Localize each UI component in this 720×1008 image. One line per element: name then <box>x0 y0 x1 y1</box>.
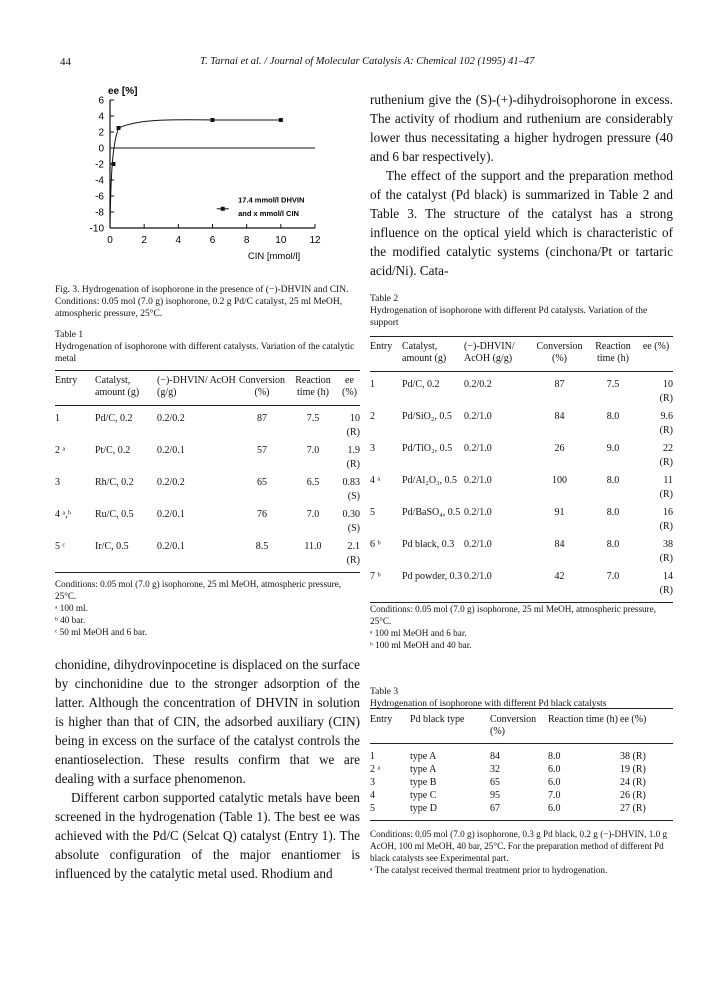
table-cell: 84 <box>554 539 565 550</box>
x-axis-label: CIN [mmol/l] <box>247 251 301 262</box>
table-cell: 0.2/0.1 <box>157 445 185 456</box>
column-header: ee (%) <box>639 337 673 372</box>
table-row <box>370 802 673 821</box>
table-cell: 26 (R) <box>620 790 646 801</box>
table-row <box>370 442 673 474</box>
table1-title: Table 1 <box>55 330 84 340</box>
table-cell: type A <box>410 751 437 762</box>
table-cell: 100 <box>552 475 567 486</box>
table-cell: Pd/C, 0.2 <box>402 379 440 390</box>
y-tick-label: -10 <box>89 223 104 235</box>
table-cell: Pd/SiO₂, 0.5 <box>402 411 452 422</box>
table-cell: 6.0 <box>548 802 620 821</box>
table-cell: 38 (R) <box>620 751 646 762</box>
ee-configuration: (R) <box>659 393 673 404</box>
ee-value: 9.6 <box>660 411 673 422</box>
table-row <box>370 570 673 603</box>
table-cell: 0.2/1.0 <box>464 443 492 454</box>
table-cell: 5 <box>370 507 375 518</box>
table-cell: 7.5 <box>306 413 320 424</box>
legend-entry: and x mmol/l CIN <box>238 209 299 218</box>
table-cell: 7.5 <box>606 379 620 390</box>
table-cell: Pd black, 0.3 <box>402 539 455 550</box>
table2 <box>370 336 673 603</box>
table-row <box>370 538 673 570</box>
ee-configuration: (S) <box>347 523 360 534</box>
ee-configuration: (R) <box>346 459 360 470</box>
x-tick-label: 10 <box>275 235 287 246</box>
table-cell <box>639 474 673 506</box>
y-tick-label: -4 <box>95 175 104 187</box>
table-cell: 0.2/1.0 <box>464 570 532 603</box>
table-cell: 0.2/0.1 <box>157 509 185 520</box>
column-header: Reaction time (h) <box>548 709 620 744</box>
table-cell: Pd/BaSO₄, 0.5 <box>402 507 461 518</box>
table-cell <box>339 444 360 476</box>
column-header: Reaction time (h) <box>587 337 639 372</box>
ee-configuration: (R) <box>659 585 673 596</box>
table-row <box>370 372 673 411</box>
table-row <box>55 508 360 540</box>
x-tick-label: 8 <box>243 235 250 246</box>
table-cell: 0.2/0.2 <box>464 379 492 390</box>
table3-block <box>370 686 673 710</box>
table-cell: 2 ᵃ <box>370 764 381 775</box>
table-cell: Pd powder, 0.3 <box>402 570 464 603</box>
left-column-text <box>55 655 360 883</box>
column-header: (−)-DHVIN/ AcOH (g/g) <box>157 371 237 406</box>
table-row <box>55 540 360 573</box>
ee-value: 16 <box>663 507 673 518</box>
table-cell: Ru/C, 0.5 <box>95 509 134 520</box>
table-cell <box>339 508 360 540</box>
y-tick-label: -8 <box>95 207 104 219</box>
x-tick-label: 6 <box>209 235 216 246</box>
table-header-row <box>55 371 360 406</box>
table-cell: 0.2/1.0 <box>464 475 492 486</box>
table3 <box>370 708 673 821</box>
table-row <box>55 444 360 476</box>
y-tick-label: 4 <box>98 111 104 123</box>
ee-value: 2.1 <box>347 541 360 552</box>
data-point <box>117 126 121 130</box>
table-cell: type D <box>410 802 490 821</box>
column-header: Catalyst, amount (g) <box>95 371 157 406</box>
table-note: ᵇ 100 ml MeOH and 40 bar. <box>370 640 472 650</box>
table-row <box>370 776 673 789</box>
ee-value: 11 <box>663 475 673 486</box>
running-head: T. Tarnai et al. / Journal of Molecular Catalysis A: Chemical 102 (1995) 41–47 <box>200 56 535 67</box>
column-header: Conversion (%) <box>532 337 587 372</box>
page-number: 44 <box>60 56 71 68</box>
column-header: ee (%) <box>339 371 360 406</box>
ee-value: 38 <box>663 539 673 550</box>
table-row <box>370 410 673 442</box>
table-cell <box>639 442 673 474</box>
table-cell: 6 ᵇ <box>370 539 381 550</box>
column-header: Catalyst, amount (g) <box>402 337 464 372</box>
figure-3-chart <box>55 78 345 283</box>
table-cell: type C <box>410 790 437 801</box>
ee-configuration: (S) <box>347 491 360 502</box>
table-cell: 32 <box>490 764 500 775</box>
table-row <box>55 406 360 445</box>
data-point <box>279 118 283 122</box>
table-row <box>370 744 673 764</box>
table-cell: Pt/C, 0.2 <box>95 445 131 456</box>
table2-block <box>370 293 673 329</box>
ee-configuration: (R) <box>659 489 673 500</box>
table2-title: Table 2 <box>370 294 399 304</box>
table-cell: 0.2/0.2 <box>157 413 185 424</box>
column-header: Pd black type <box>410 709 490 744</box>
table-cell: 4 <box>370 790 375 801</box>
ee-value: 1.9 <box>347 445 360 456</box>
table-cell: 8.0 <box>606 475 620 486</box>
table-cell <box>339 540 360 573</box>
table-cell: 7.0 <box>548 790 561 801</box>
table-cell: 65 <box>490 777 500 788</box>
table-cell: 67 <box>490 802 548 821</box>
table-cell: 9.0 <box>606 443 620 454</box>
table-cell: 0.2/1.0 <box>464 507 492 518</box>
table-cell: Pd/Al₂O₃, 0.5 <box>402 475 458 486</box>
table-cell: 19 (R) <box>620 764 646 775</box>
data-point <box>111 162 115 166</box>
paragraph: The effect of the support and the preparation method of the catalyst (Pd black) is summarized in Table 2 and Table 3. The structure of the catalyst has a strong influence on the optical yield which is characteristic of the modified catalytic systems (cinchona/Pt or tartaric acid/Ni). Cata- <box>370 168 673 278</box>
table-cell: 8.0 <box>606 507 620 518</box>
y-tick-label: 2 <box>98 127 104 139</box>
y-tick-label: 0 <box>98 143 104 155</box>
table-cell: 42 <box>532 570 587 603</box>
table-note: ᵃ 100 ml MeOH and 6 bar. <box>370 628 467 638</box>
table2-caption: Hydrogenation of isophorone with different Pd catalysts. Variation of the support <box>370 306 648 328</box>
x-tick-label: 4 <box>175 235 182 246</box>
table-cell: 7.0 <box>306 509 320 520</box>
legend-entry: 17.4 mmol/l DHVIN <box>238 195 305 205</box>
table-cell: 7.0 <box>587 570 639 603</box>
ee-value: 10 <box>663 379 673 390</box>
table-cell: 1 <box>370 751 375 762</box>
table-cell: 7.0 <box>306 445 320 456</box>
table-cell: Pd/C, 0.2 <box>95 413 133 424</box>
table-cell: 5 <box>370 802 410 821</box>
column-header: ee (%) <box>620 709 673 744</box>
table-cell <box>639 410 673 442</box>
table-cell: 6.0 <box>548 777 561 788</box>
table-cell: 0.2/1.0 <box>464 411 492 422</box>
table-cell: 84 <box>554 411 565 422</box>
table-cell: 2 ᵃ <box>55 445 66 456</box>
table-header-row <box>370 709 673 744</box>
table-cell: 76 <box>257 509 267 520</box>
y-axis-label: ee [%] <box>108 86 138 97</box>
table-cell: 84 <box>490 751 500 762</box>
table-cell <box>339 406 360 445</box>
ee-value: 10 <box>350 413 360 424</box>
table-cell: Rh/C, 0.2 <box>95 477 134 488</box>
ee-configuration: (R) <box>346 427 360 438</box>
table1-notes <box>55 578 360 638</box>
table-cell: 95 <box>490 790 500 801</box>
table-cell: 0.2/1.0 <box>464 539 492 550</box>
table-row <box>370 506 673 538</box>
table3-caption: Hydrogenation of isophorone with different Pd black catalysts <box>370 699 607 709</box>
x-tick-label: 12 <box>309 235 321 246</box>
table-cell <box>339 476 360 508</box>
table-cell: 7 ᵇ <box>370 570 402 603</box>
table-cell: 11.0 <box>287 540 339 573</box>
column-header: Entry <box>55 371 95 406</box>
table-cell: 3 <box>370 777 375 788</box>
paragraph: chonidine, dihydrovinpocetine is displaced on the surface by cinchonidine due to the stronger adsorption of the latter. Although the concentration of DHVIN in solution is higher than that of CIN, the adsorbed auxiliary (CIN) being in excess on the surface of the catalyst controls the enantioselection. These results confirm that we are dealing with a surface phenomenon. <box>55 657 360 786</box>
table-cell: 27 (R) <box>620 802 673 821</box>
table-cell: 1 <box>55 413 60 424</box>
table-cell: Pd/TiO₂, 0.5 <box>402 443 453 454</box>
ee-configuration: (R) <box>659 553 673 564</box>
ee-value: 0.30 <box>342 509 360 520</box>
table-row <box>370 789 673 802</box>
table-cell: type A <box>410 764 437 775</box>
table1 <box>55 370 360 573</box>
table1-block <box>55 329 360 365</box>
y-tick-label: -2 <box>95 159 104 171</box>
table-cell: 65 <box>257 477 267 488</box>
table-cell: 2 <box>370 411 375 422</box>
table-cell: 8.5 <box>237 540 287 573</box>
table2-notes <box>370 603 673 651</box>
table-note: Conditions: 0.05 mol (7.0 g) isophorone, 0.3 g Pd black, 0.2 g (−)-DHVIN, 1.0 g AcOH, 100 ml MeOH, 40 bar, 25°C. For the preparation method of different Pd black catalysts see Experimental part. <box>370 829 668 863</box>
table-cell: 6.0 <box>548 764 561 775</box>
right-column-text <box>370 90 673 280</box>
table-note: ᵃ 100 ml. <box>55 603 88 613</box>
table3-title: Table 3 <box>370 687 399 697</box>
table-cell <box>639 506 673 538</box>
column-header: Conversion (%) <box>237 371 287 406</box>
ee-value: 22 <box>663 443 673 454</box>
table-cell: 26 <box>554 443 565 454</box>
table-cell: 0.2/0.1 <box>157 540 237 573</box>
column-header: Reaction time (h) <box>287 371 339 406</box>
table-cell: 6.5 <box>306 477 320 488</box>
table-cell: 5 ᶜ <box>55 540 95 573</box>
table-row <box>370 474 673 506</box>
table1-caption: Hydrogenation of isophorone with different catalysts. Variation of the catalytic metal <box>55 342 355 364</box>
table-cell: 3 <box>55 477 60 488</box>
y-tick-label: -6 <box>95 191 104 203</box>
ee-configuration: (R) <box>659 425 673 436</box>
table-cell: 87 <box>257 413 267 424</box>
table-cell: 4 ᵃ <box>370 475 381 486</box>
legend-swatch-marker <box>221 207 225 211</box>
table-cell: 57 <box>257 445 267 456</box>
table-row <box>55 476 360 508</box>
table-cell: 4 ᵃ,ᵇ <box>55 509 71 520</box>
table-note: Conditions: 0.05 mol (7.0 g) isophorone, 25 ml MeOH, atmospheric pressure, 25°C. <box>55 579 342 601</box>
table-note: ᵃ The catalyst received thermal treatment prior to hydrogenation. <box>370 865 608 875</box>
figure-caption: Fig. 3. Hydrogenation of isophorone in the presence of (−)-DHVIN and CIN. Conditions: 0.05 mol (7.0 g) isophorone, 0.2 g Pd/C catalyst, 25 ml MeOH, atmospheric pressure, 25°C. <box>55 285 349 319</box>
table-cell: 1 <box>370 379 375 390</box>
table-row <box>370 763 673 776</box>
x-tick-label: 2 <box>141 235 147 246</box>
table-cell: 8.0 <box>606 539 620 550</box>
table-cell: 87 <box>554 379 565 390</box>
ee-configuration: (R) <box>346 555 360 566</box>
table-header-row <box>370 337 673 372</box>
column-header: (−)-DHVIN/ AcOH (g/g) <box>464 337 532 372</box>
column-header: Entry <box>370 709 410 744</box>
y-tick-label: 6 <box>98 95 104 107</box>
table-cell: 0.2/0.2 <box>157 477 185 488</box>
ee-configuration: (R) <box>659 521 673 532</box>
data-point <box>211 118 215 122</box>
table-note: Conditions: 0.05 mol (7.0 g) isophorone, 25 ml MeOH, atmospheric pressure, 25°C. <box>370 604 657 626</box>
table-cell: Ir/C, 0.5 <box>95 540 157 573</box>
table-cell: 91 <box>554 507 565 518</box>
column-header: Entry <box>370 337 402 372</box>
column-header: Conversion (%) <box>490 709 548 744</box>
table-cell <box>639 538 673 570</box>
table-cell: type B <box>410 777 437 788</box>
ee-value: 0.83 <box>342 477 360 488</box>
table-note: ᶜ 50 ml MeOH and 6 bar. <box>55 627 147 637</box>
table-cell: 8.0 <box>548 751 561 762</box>
table-cell <box>639 372 673 411</box>
paragraph: Different carbon supported catalytic metals have been screened in the hydrogenation (Table 1). The best ee was achieved with the Pd/C (Selcat Q) catalyst (Entry 1). The absolute configuration of the major enantiomer is influenced by the catalytic metal used. Rhodium and <box>55 790 360 881</box>
ee-value: 14 <box>663 571 673 582</box>
table3-notes <box>370 828 673 876</box>
paragraph: ruthenium give the (S)-(+)-dihydroisophorone in excess. The activity of rhodium and ruthenium are considerably lower thus necessitating a higher hydrogen pressure (40 and 6 bar respectively). <box>370 92 673 164</box>
table-cell: 24 (R) <box>620 777 646 788</box>
table-note: ᵇ 40 bar. <box>55 615 86 625</box>
x-tick-label: 0 <box>107 235 113 246</box>
ee-configuration: (R) <box>659 457 673 468</box>
table-cell: 3 <box>370 443 375 454</box>
table-cell: 8.0 <box>606 411 620 422</box>
table-cell <box>639 570 673 603</box>
